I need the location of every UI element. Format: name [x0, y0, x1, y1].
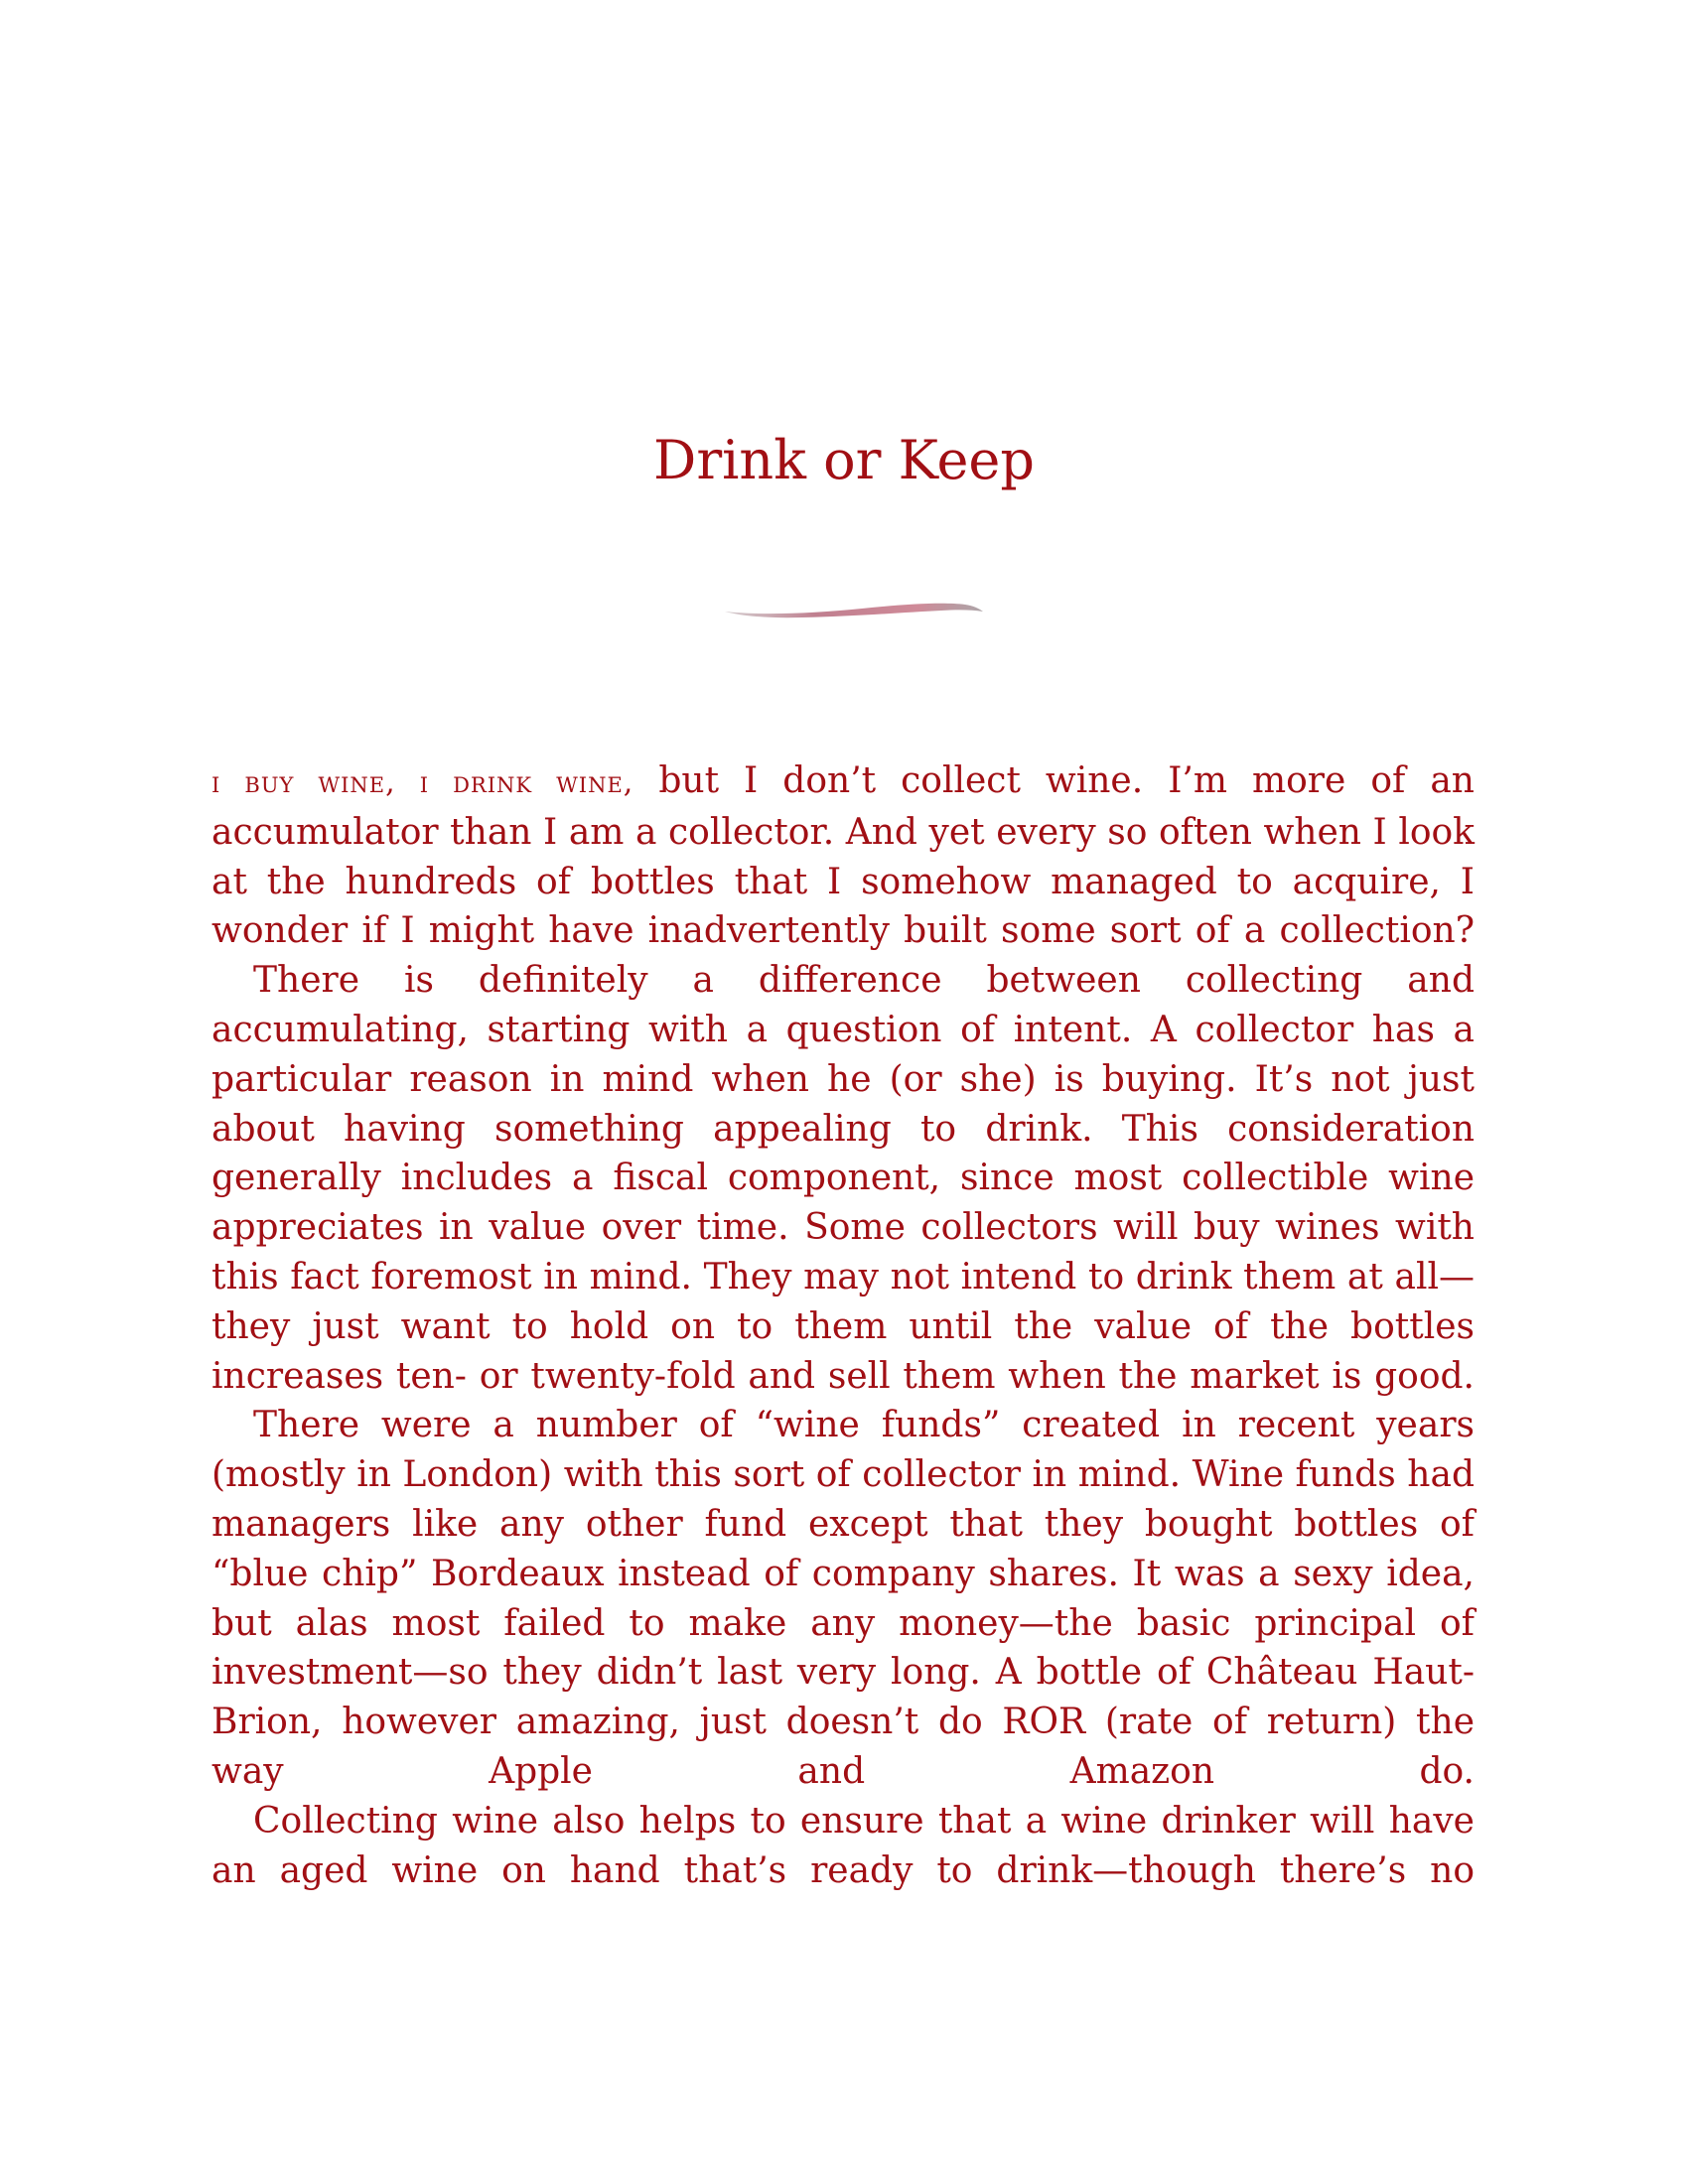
- paragraph-3: [211, 1401, 1475, 1796]
- paragraph-2-text: There is definitely a difference between collecting and accumulating, starting with a question of intent. A collector has a particular reason in mind when he (or she) is buying. It’s not just about having something appealing to drink. This consideration generally includes a fiscal component, since most collectible wine appreciates in value over time. Some collectors will buy wines with this fact foremost in mind. They may not intend to drink them at all—they just want to hold on to them until the value of the bottles increases ten- or twenty-fold and sell them when the market is good.: [211, 960, 1475, 1397]
- chapter-body: [211, 756, 1475, 1895]
- brush-stroke-ornament-icon: [723, 598, 985, 625]
- paragraph-4-text: Collecting wine also helps to ensure that a wine drinker will have an aged wine on hand that’s ready to drink—though there’s no: [211, 1800, 1475, 1891]
- paragraph-3-text: There were a number of “wine funds” created in recent years (mostly in London) with this sort of collector in mind. Wine funds had managers like any other fund except that they bought bottles of “blue chip” Bordeaux instead of company shares. It was a sexy idea, but alas most failed to make any money—the basic principal of investment—so they didn’t last very long. A bottle of Château Haut-Brion, however amazing, just doesn’t do ROR (rate of return) the way Apple and Amazon do.: [211, 1405, 1475, 1792]
- paragraph-2: [211, 956, 1475, 1401]
- chapter-title: Drink or Keep: [653, 429, 1035, 491]
- lead-in-small-caps: i buy wine, i drink wine,: [211, 765, 634, 800]
- paragraph-1-text: but I don’t collect wine. I’m more of an accumulator than I am a collector. And yet every so often when I look at the hundreds of bottles that I somehow managed to acquire, I wonder if I might have inadvertently built some sort of a collection?: [211, 760, 1475, 952]
- paragraph-4: [211, 1797, 1475, 1896]
- paragraph-1: [211, 756, 1475, 956]
